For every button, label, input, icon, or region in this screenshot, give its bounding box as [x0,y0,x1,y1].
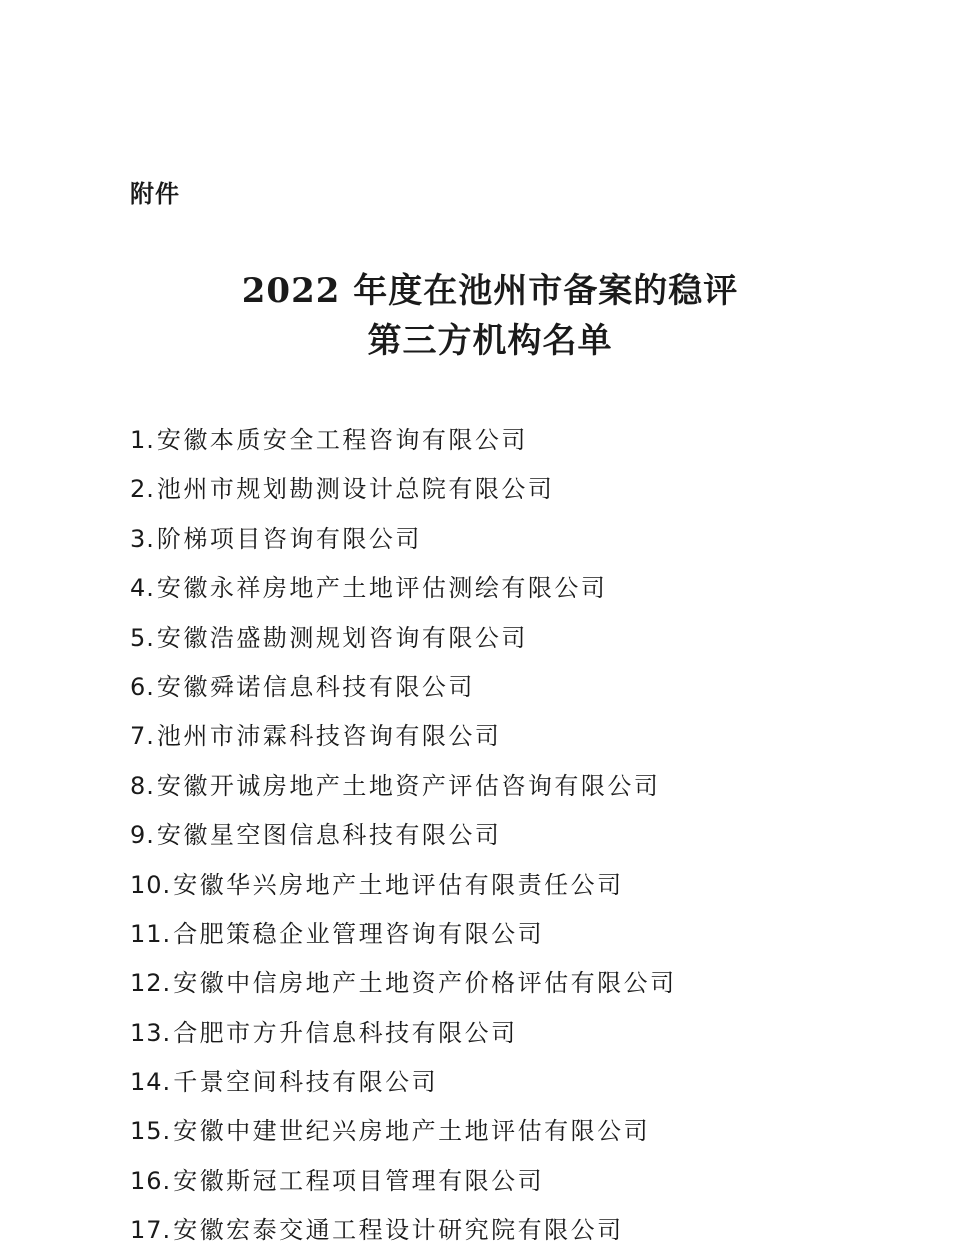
list-item [130,1058,677,1107]
item-name: 合肥策稳企业管理咨询有限公司 [173,919,545,948]
item-name: 安徽浩盛勘测规划咨询有限公司 [156,623,528,652]
list-item [130,712,677,761]
list-item [130,1206,677,1255]
item-number: 8 . [130,762,155,811]
item-number: 16 . [130,1157,171,1206]
item-number: 5 . [130,614,155,663]
item-number: 7 . [130,712,155,761]
list-item [130,416,677,465]
item-number: 1 . [130,416,155,465]
list-item [130,564,677,613]
item-number: 2 . [130,465,155,514]
list-item [130,959,677,1008]
list-item [130,1009,677,1058]
list-item [130,515,677,564]
title-line-1: 2022 年度在池州市备案的稳评 [241,271,739,311]
item-number: 12 . [130,959,171,1008]
list-item [130,1107,677,1156]
list-item [130,614,677,663]
item-name: 合肥市方升信息科技有限公司 [173,1018,518,1047]
list-item [130,465,677,514]
item-number: 6 . [130,663,155,712]
item-name: 安徽斯冠工程项目管理有限公司 [173,1166,545,1195]
item-name: 池州市规划勘测设计总院有限公司 [156,475,555,504]
agency-list [130,416,677,1256]
item-name: 安徽中建世纪兴房地产土地评估有限公司 [173,1117,651,1146]
item-name: 池州市沛霖科技咨询有限公司 [156,722,502,751]
list-item [130,811,677,860]
item-name: 安徽开诚房地产土地资产评估咨询有限公司 [156,771,661,800]
list-item [130,1157,677,1206]
item-number: 17 . [130,1206,171,1255]
document-title [0,266,980,366]
title-line-2: 第三方机构名单 [367,321,613,361]
item-name: 安徽星空图信息科技有限公司 [156,821,502,850]
item-number: 9 . [130,811,155,860]
item-name: 安徽华兴房地产土地评估有限责任公司 [173,870,624,899]
attachment-label: 附件 [130,180,180,208]
item-name: 阶梯项目咨询有限公司 [156,524,422,553]
item-number: 15 . [130,1107,171,1156]
item-name: 安徽永祥房地产土地评估测绘有限公司 [156,574,608,603]
item-name: 安徽宏泰交通工程设计研究院有限公司 [173,1216,624,1245]
item-number: 4 . [130,564,155,613]
list-item [130,762,677,811]
item-number: 3 . [130,515,155,564]
item-number: 13 . [130,1009,171,1058]
item-name: 安徽本质安全工程咨询有限公司 [156,426,528,454]
list-item [130,910,677,959]
item-number: 10 . [130,861,171,910]
list-item [130,663,677,712]
item-number: 14 . [130,1058,171,1107]
item-name: 千景空间科技有限公司 [173,1068,439,1097]
item-number: 11 . [130,910,171,959]
list-item [130,861,677,910]
item-name: 安徽中信房地产土地资产价格评估有限公司 [173,969,677,998]
item-name: 安徽舜诺信息科技有限公司 [156,672,475,701]
